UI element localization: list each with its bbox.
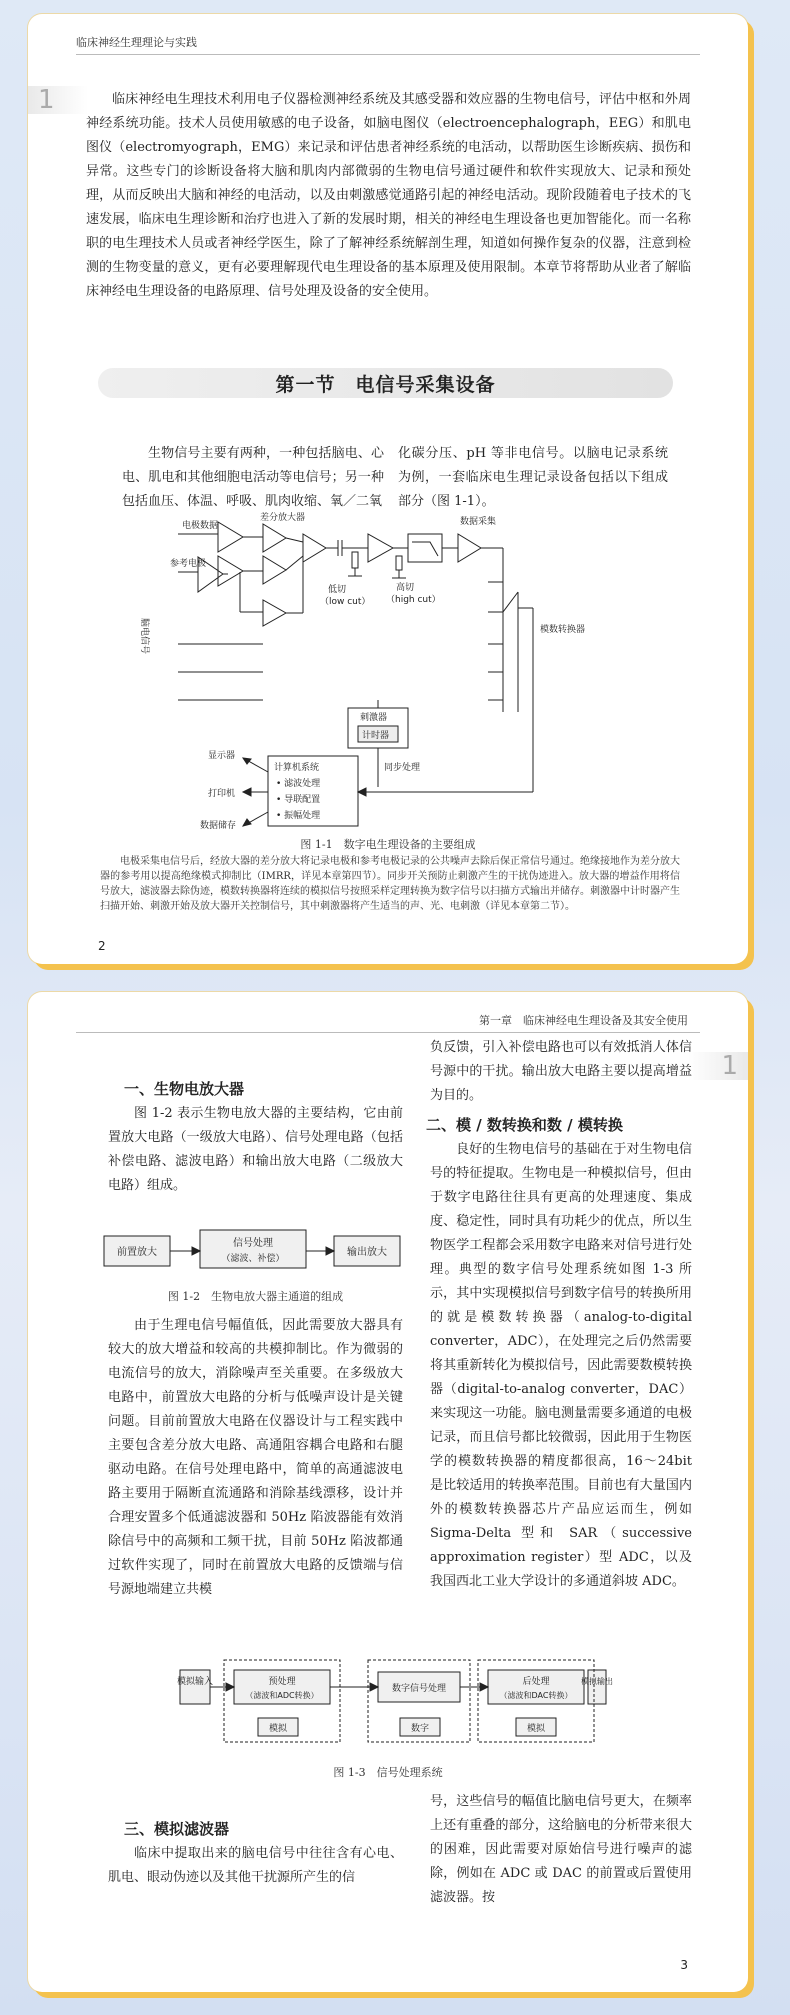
body-col-right: 化碳分压、pH 等非电信号。以脑电记录系统为例，一套临床电生理记录设备包括以下组成部分（图 1-1）。 (398, 446, 668, 509)
label-ref-electrode: 参考电极 (170, 559, 207, 569)
label-high-cut-en: （high cut） (386, 595, 441, 605)
label-sync: 同步处理 (384, 763, 421, 773)
figure-1-1 (139, 512, 628, 831)
label-adc: 模数转换器 (540, 625, 586, 635)
paragraph-2: 由于生理电信号幅值低，因此需要放大器具有较大的放大增益和较高的共模抑制比。作为微弱的电流信号的放大，消除噪声至关重要。在多级放大电路中，前置放大电路的分析与低噪声设计是关键问题。目前前置放大电路在仪器设计与工程实践中主要包含差分放大电路、高通阻容耦合电路和右腿驱动电路。在信号处理电路中，简单的高通滤波电路主要用于隔断直流通路和消除基线漂移，设计并合理安置多个低通滤波器和 50Hz 陷波器能有效消除信号中的高频和工频干扰，目前 50Hz 陷波都通过软件实现了，同时在前置放大电路的反馈端与信号源地端建立共模 (108, 1318, 403, 1597)
label-tag-analog: 模拟 (526, 1724, 546, 1734)
heading-adc-dac: 二、模 / 数转换和数 / 模转换 (426, 1116, 623, 1134)
label-tag-digital: 数字 (410, 1724, 430, 1734)
label-printer: 打印机 (208, 789, 236, 799)
paragraph-4: 良好的生物电信号的基础在于对生物电信号的特征提取。生物电是一种模拟信号，但由于数字电路往往具有更高的处理速度、集成度、稳定性，同时具有功耗少的优点，所以生物医学工程都会采用数字电路来对信号进行处理。典型的数字信号处理系统如图 1-3 所示，其中实现模拟信号到数字信号的转换所用的就是模数转换器（analog-to-digital converter，ADC），在处理完之后仍然需要将其重新转化为模拟信号，因此需要数模转换器（digital-to-analog converter，DAC）来实现这一功能。脑电测量需要多通道的电极记录，而且信号都比较微弱，因此用于生物医学的模数转换器的精度都很高，16～24bit 是比较适用的转换率范围。目前也有大量国内外的模数转换器芯片产品应运而生，例如 Sigma-Delta 型和 SAR（successive approximation register）型 ADC，以及我国西北工业大学设计的多通道斜坡 ADC。 (430, 1142, 692, 1589)
page-number: 2 (98, 939, 106, 953)
figure-1-2 (102, 1224, 402, 1274)
page-3 (28, 992, 748, 1992)
paragraph-1: 图 1-2 表示生物电放大器的主要结构，它由前置放大电路（一级放大电路）、信号处理电路（包括补偿电路、滤波电路）和输出放大电路（二级放大电路）组成。 (108, 1106, 403, 1193)
label-postprocess-sub: （滤波和DAC转换） (499, 1691, 573, 1700)
figure-1-3-caption: 图 1-3 信号处理系统 (333, 1766, 443, 1779)
label-stimulator: 刺激器 (360, 713, 388, 723)
label-electrode-data: 电极数据 (182, 521, 219, 531)
label-timer: 计时器 (362, 731, 390, 741)
label-signal-proc-sub: （滤波、补偿） (221, 1254, 285, 1264)
paragraph-5: 临床中提取出来的脑电信号中往往含有心电、肌电、眼动伪迹以及其他干扰源所产生的信 (108, 1846, 403, 1885)
running-head: 第一章 临床神经电生理设备及其安全使用 (479, 1014, 688, 1027)
paragraph-3: 负反馈，引入补偿电路也可以有效抵消人体信号源中的干扰。输出放大电路主要以提高增益为目的。 (430, 1040, 692, 1103)
paragraph-6: 号，这些信号的幅值比脑电信号更大，在频率上还有重叠的部分，这给脑电的分析带来很大的困难，因此需要对原始信号进行噪声的滤除，例如在 ADC 或 DAC 的前置或后置使用滤波器。按 (430, 1794, 692, 1905)
label-computer-title: 计算机系统 (274, 763, 320, 773)
header-rule (76, 1032, 700, 1033)
label-analog-in: 模拟输入 (176, 1677, 214, 1687)
label-preprocess-sub: （滤波和ADC转换） (245, 1691, 319, 1700)
label-tag-analog: 模拟 (268, 1724, 288, 1734)
label-computer-item: • 滤波处理 (276, 779, 321, 789)
label-postprocess: 后处理 (522, 1677, 550, 1687)
page-number: 3 (680, 1958, 688, 1972)
label-computer-item: • 导联配置 (276, 795, 321, 805)
label-eeg-signal: 脑电信号 (139, 618, 149, 655)
label-high-cut: 高切 (396, 583, 415, 593)
label-storage: 数据储存 (200, 821, 237, 831)
label-dsp: 数字信号处理 (391, 1684, 447, 1694)
label-out-amp: 输出放大 (347, 1247, 387, 1258)
running-head: 临床神经生理理论与实践 (76, 36, 197, 49)
label-preprocess: 预处理 (268, 1677, 296, 1687)
label-signal-proc: 信号处理 (233, 1238, 273, 1249)
label-computer-item: • 振幅处理 (276, 811, 321, 821)
page-2 (28, 14, 748, 964)
header-rule (76, 54, 700, 55)
figure-1-1-note: 电极采集电信号后，经放大器的差分放大将记录电极和参考电极记录的公共噪声去除后保正常信号通过。绝缘接地作为差分放大器的参考用以提高绝缘模式抑制比（IMRR，详见本章第四节）。同步开关预防止刺激产生的干扰伪迹进入。放大器的增益作用将信号放大，滤波器去除伪迹，模数转换器将连续的模拟信号按照采样定理转换为数字信号以扫描方式输出并储存。刺激器中计时器产生扫描开始、刺激开始及放大器开关控制信号，其中刺激器将产生适当的声、光、电刺激（详见本章第二节）。 (100, 856, 680, 912)
section-title: 第一节 电信号采集设备 (98, 368, 673, 398)
label-low-cut-en: （low cut） (320, 597, 371, 607)
heading-bio-amplifier: 一、生物电放大器 (124, 1080, 245, 1098)
figure-1-3 (176, 1652, 613, 1744)
label-low-cut: 低切 (328, 585, 347, 595)
label-data-acq: 数据采集 (460, 517, 497, 527)
label-pre-amp: 前置放大 (117, 1247, 157, 1258)
heading-analog-filter: 三、模拟滤波器 (124, 1820, 230, 1838)
label-analog-out: 模拟输出 (581, 1677, 613, 1686)
label-diff-amp: 差分放大器 (260, 513, 306, 523)
figure-1-1-caption: 图 1-1 数字电生理设备的主要组成 (300, 838, 476, 851)
chapter-tab: 1 (28, 86, 88, 114)
body-col-left: 生物信号主要有两种，一种包括脑电、心电、肌电和其他细胞电活动等电信号；另一种包括血压、体温、呼吸、肌肉收缩、氧／二氧 (122, 446, 384, 509)
figure-1-2-caption: 图 1-2 生物电放大器主通道的组成 (167, 1290, 344, 1303)
chapter-tab: 1 (688, 1052, 748, 1080)
intro-paragraph: 临床神经电生理技术利用电子仪器检测神经系统及其感受器和效应器的生物电信号，评估中枢和外周神经系统功能。技术人员使用敏感的电子设备，如脑电图仪（electroencephalograph，EEG）和肌电图仪（electromyograph，EMG）来记录和评估患者神经系统的电活动，以帮助医生诊断疾病、损伤和异常。这些专门的诊断设备将大脑和肌肉内部微弱的生物电信号通过硬件和软件实现放大、记录和预处理，从而反映出大脑和神经的电活动，以及由刺激感觉通路引起的神经电活动。现阶段随着电子技术的飞速发展，临床电生理诊断和治疗也进入了新的发展时期，相关的神经电生理设备也更加智能化。而一名称职的电生理技术人员或者神经学医生，除了了解神经系统解剖生理，知道如何操作复杂的仪器，注意到检测的生物变量的意义，更有必要理解现代电生理设备的基本原理及使用限制。本章节将帮助从业者了解临床神经电生理设备的电路原理、信号处理及设备的安全使用。 (86, 92, 691, 299)
label-display: 显示器 (208, 751, 236, 761)
